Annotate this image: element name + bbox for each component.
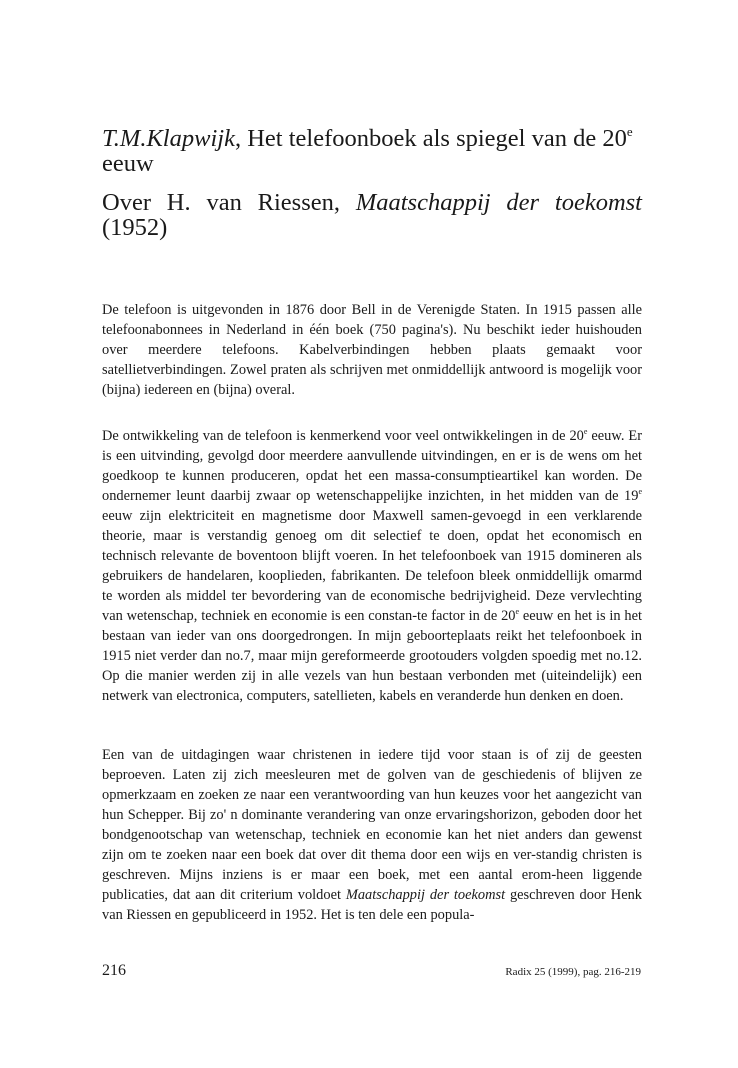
superscript-e: e <box>583 427 588 436</box>
subtitle-year: (1952) <box>102 214 168 241</box>
superscript-e: e <box>638 487 642 496</box>
page-number: 216 <box>102 962 126 979</box>
author-name: T.M.Klapwijk <box>102 125 235 152</box>
paragraph-2-part-c: eeuw zijn elektriciteit en magnetisme door Maxwell samen-gevoegd in een verklarende theorie, maar is verstandig genoeg om dit selectief te doen, opdat het economisch en technisch relevante de boventoon blijft voeren. In het telefoonboek van 1915 domineren als gebruikers de handelaren, kooplieden, fabrikanten. De telefoon bleek onmiddellijk omarmd te worden als middel ter bevordering van de economische bedrijvigheid. Deze vervlechting van wetenschap, techniek en economie is een constan-te factor in de 20 <box>102 508 642 624</box>
paragraph-3 <box>102 745 642 925</box>
subtitle-book-title: Maatschappij der toekomst <box>355 189 642 216</box>
journal-citation: Radix 25 (1999), pag. 216-219 <box>505 966 641 978</box>
title-text: , Het telefoonboek als spiegel van de 20 <box>234 125 627 152</box>
title-superscript: e <box>626 124 633 139</box>
subtitle-prefix: Over H. van Riessen, <box>102 189 356 216</box>
paragraph-2-part-b: eeuw. Er is een uitvinding, gevolgd door meerdere aanvullende uitvindingen, en er is de wens om het goedkoop te kunnen produceren, opdat het een massa-consumptieartikel kan worden. De ondernemer leunt daarbij zwaar op wetenschappelijke inzichten, in het midden van de 19 <box>102 428 642 504</box>
paragraph-2 <box>102 426 642 706</box>
paragraph-1: De telefoon is uitgevonden in 1876 door Bell in de Verenigde Staten. In 1915 passen alle telefoonabonnees in Nederland in één boek (750 pagina's). Nu beschikt ieder huishouden over meerdere telefoons. Kabelverbindingen hebben plaats gemaakt voor satellietverbindingen. Zowel praten als schrijven met onmiddellijk antwoord is mogelijk voor (bijna) iedereen en (bijna) overal. <box>102 302 642 398</box>
title-end: eeuw <box>102 150 154 177</box>
superscript-e: e <box>515 607 520 616</box>
paragraph-3-part-b: geschreven door Henk van Riessen en gepubliceerd in 1952. Het is ten dele een popula- <box>102 887 642 923</box>
paragraph-2-part-a: De ontwikkeling van de telefoon is kenmerkend voor veel ontwikkelingen in de 20 <box>102 428 584 444</box>
article-title <box>102 126 642 176</box>
article-subtitle <box>102 190 642 240</box>
paragraph-3-part-a: Een van de uitdagingen waar christenen in iedere tijd voor staan is of zij de geesten beproeven. Laten zij zich meesleuren met de golven van de geschiedenis of blijven ze opmerkzaam en zoeken ze naar een verantwoording van hun keuzes voor het aangezicht van hun Schepper. Bij zo' n dominante verandering van onze ervaringshorizon, geboden door het bondgenootschap van wetenschap, techniek en economie kan het niet anders dan gewenst zijn om te zoeken naar een boek dat over dit thema door een wijs en ver-standig christen is geschreven. Mijns inziens is er maar een boek, met een aantal erom-heen liggende publicaties, dat aan dit criterium voldoet <box>102 747 642 903</box>
paragraph-3-book-title: Maatschappij der toekomst <box>345 887 506 903</box>
paragraph-2-part-d: eeuw en het is in het bestaan van ieder van ons doorgedrongen. In mijn geboorteplaats reikt het telefoonboek in 1915 niet verder dan no.7, maar mijn gereformeerde grootouders volgden spoedig met no.12. Op die manier werden zij in alle vezels van hun bestaan verbonden met (uiteindelijk) een netwerk van electronica, computers, satellieten, kabels en veranderde hun denken en doen. <box>102 608 643 704</box>
